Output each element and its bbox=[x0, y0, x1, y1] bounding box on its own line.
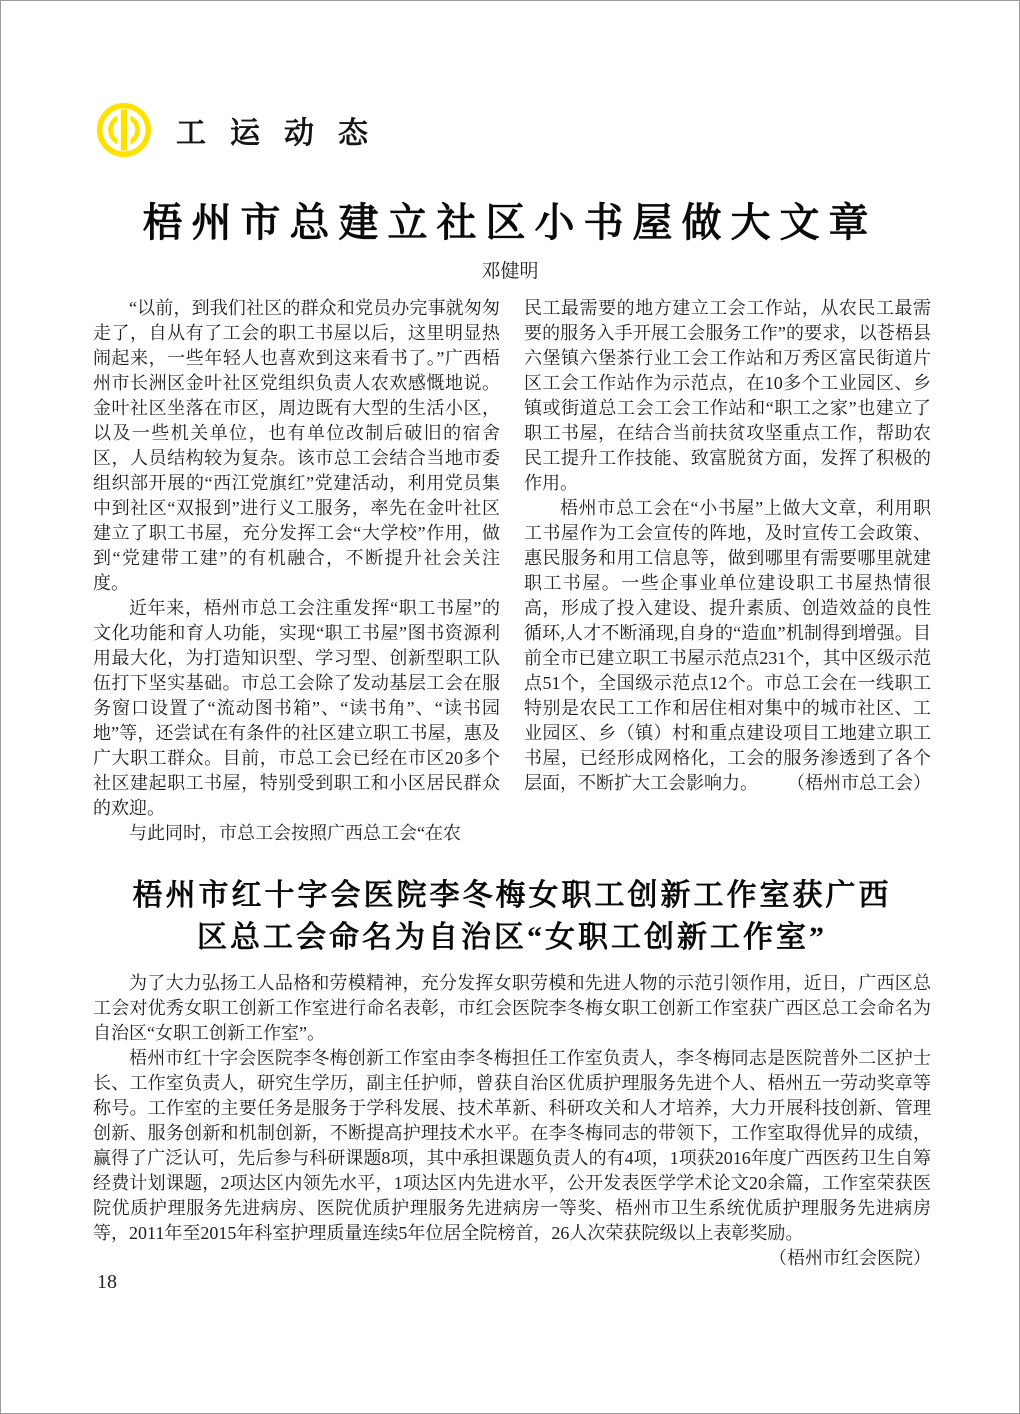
paragraph: 为了大力弘扬工人品格和劳模精神，充分发挥女职劳模和先进人物的示范引领作用，近日，广西区总工会对优秀女职工创新工作室进行命名表彰，市红会医院李冬梅女职工创新工作室获广西区总工会命名为自治区“女职工创新工作室”。 bbox=[93, 973, 931, 1043]
article2-title-line2: 区总工会命名为自治区“女职工创新工作室” bbox=[197, 921, 827, 954]
paragraph-text: 梧州市总工会在“小书屋”上做大文章，利用职工书屋作为工会宣传的阵地，及时宣传工会政策、惠民服务和用工信息等，做到哪里有需要哪里就建职工书屋。一些企事业单位建设职工书屋热情很高，形成了投入建设、提升素质、创造效益的良性循环,人才不断涌现,自身的“造血”机制得到增强。目前全市已建立职工书屋示范点231个，其中区级示范点51个，全国级示范点12个。市总工会在一线职工特别是农民工工作和居住相对集中的城市社区、工业园区、乡（镇）村和重点建设项目工地建立职工书屋，已经形成网格化，工会的服务渗透到了各个层面，不断扩大工会影响力。 bbox=[524, 498, 931, 793]
article1-left-column bbox=[93, 296, 500, 846]
article2-title bbox=[93, 875, 931, 959]
paragraph-text: 梧州市红十字会医院李冬梅创新工作室由李冬梅担任工作室负责人，李冬梅同志是医院普外二区护士长、工作室负责人，研究生学历，副主任护师，曾获自治区优质护理服务先进个人、梧州五一劳动奖章等称号。工作室的主要任务是服务于学科发展、技术革新、科研攻关和人才培养，大力开展科技创新、管理创新、服务创新和机制创新，不断提高护理技术水平。在李冬梅同志的带领下，工作室取得优异的成绩，赢得了广泛认可，先后参与科研课题8项，其中承担课题负责人的有4项，1项获2016年度广西医药卫生自筹经费计划课题，2项达区内领先水平，1项达区内先进水平，公开发表医学学术论文20余篇，工作室荣获医院优质护理服务先进病房、医院优质护理服务先进病房一等奖、梧州市卫生系统优质护理服务先进病房等，2011年至2015年科室护理质量连续5年位居全院榜首，26人次荣获院级以上表彰奖励。 bbox=[93, 1048, 931, 1243]
trade-union-emblem-icon bbox=[96, 101, 152, 159]
article2-title-line1: 梧州市红十字会医院李冬梅女职工创新工作室获广西 bbox=[132, 879, 892, 912]
paragraph: 民工最需要的地方建立工会工作站，从农民工最需要的服务入手开展工会服务工作”的要求，以苍梧县六堡镇六堡茶行业工会工作站和万秀区富民街道片区工会工作站作为示范点，在10多个工业园区、乡镇或街道总工会工会工作站和“职工之家”也建立了职工书屋，在结合当前扶贫攻坚重点工作，帮助农民工提升工作技能、致富脱贫方面，发挥了积极的作用。 bbox=[524, 298, 931, 493]
article2-attribution: （梧州市红会医院） bbox=[769, 1248, 931, 1268]
article1-title: 梧州市总建立社区小书屋做大文章 bbox=[142, 200, 878, 245]
article1-body bbox=[93, 296, 931, 846]
paragraph: 与此同时，市总工会按照广西总工会“在农 bbox=[129, 823, 461, 843]
article1-author: 邓健明 bbox=[481, 261, 539, 282]
article1-right-column bbox=[524, 296, 931, 846]
paragraph bbox=[524, 496, 931, 796]
page-number: 18 bbox=[97, 1271, 117, 1293]
article2 bbox=[93, 875, 931, 1271]
article1-attribution: （梧州市总工会） bbox=[787, 773, 931, 793]
page-header bbox=[96, 101, 392, 159]
section-title: 工运动态 bbox=[176, 117, 392, 150]
article2-body bbox=[93, 971, 931, 1268]
paragraph bbox=[93, 1046, 931, 1268]
paragraph: 近年来，梧州市总工会注重发挥“职工书屋”的文化功能和育人功能，实现“职工书屋”图书资源利用最大化，为打造知识型、学习型、创新型职工队伍打下坚实基础。市总工会除了发动基层工会在服务窗口设置了“流动图书箱”、“读书角”、“读书园地”等，还尝试在有条件的社区建立职工书屋，惠及广大职工群众。目前，市总工会已经在市区20多个社区建起职工书屋，特别受到职工和小区居民群众的欢迎。 bbox=[93, 598, 500, 818]
paragraph: “以前，到我们社区的群众和党员办完事就匆匆走了，自从有了工会的职工书屋以后，这里明显热闹起来，一些年轻人也喜欢到这来看书了。”广西梧州市长洲区金叶社区党组织负责人农欢感慨地说。金叶社区坐落在市区，周边既有大型的生活小区，以及一些机关单位，也有单位改制后破旧的宿舍区，人员结构较为复杂。该市总工会结合当地市委组织部开展的“西江党旗红”党建活动，利用党员集中到社区“双报到”进行义工服务，率先在金叶社区建立了职工书屋，充分发挥工会“大学校”作用，做到“党建带工建”的有机融合，不断提升社会关注度。 bbox=[93, 298, 500, 593]
